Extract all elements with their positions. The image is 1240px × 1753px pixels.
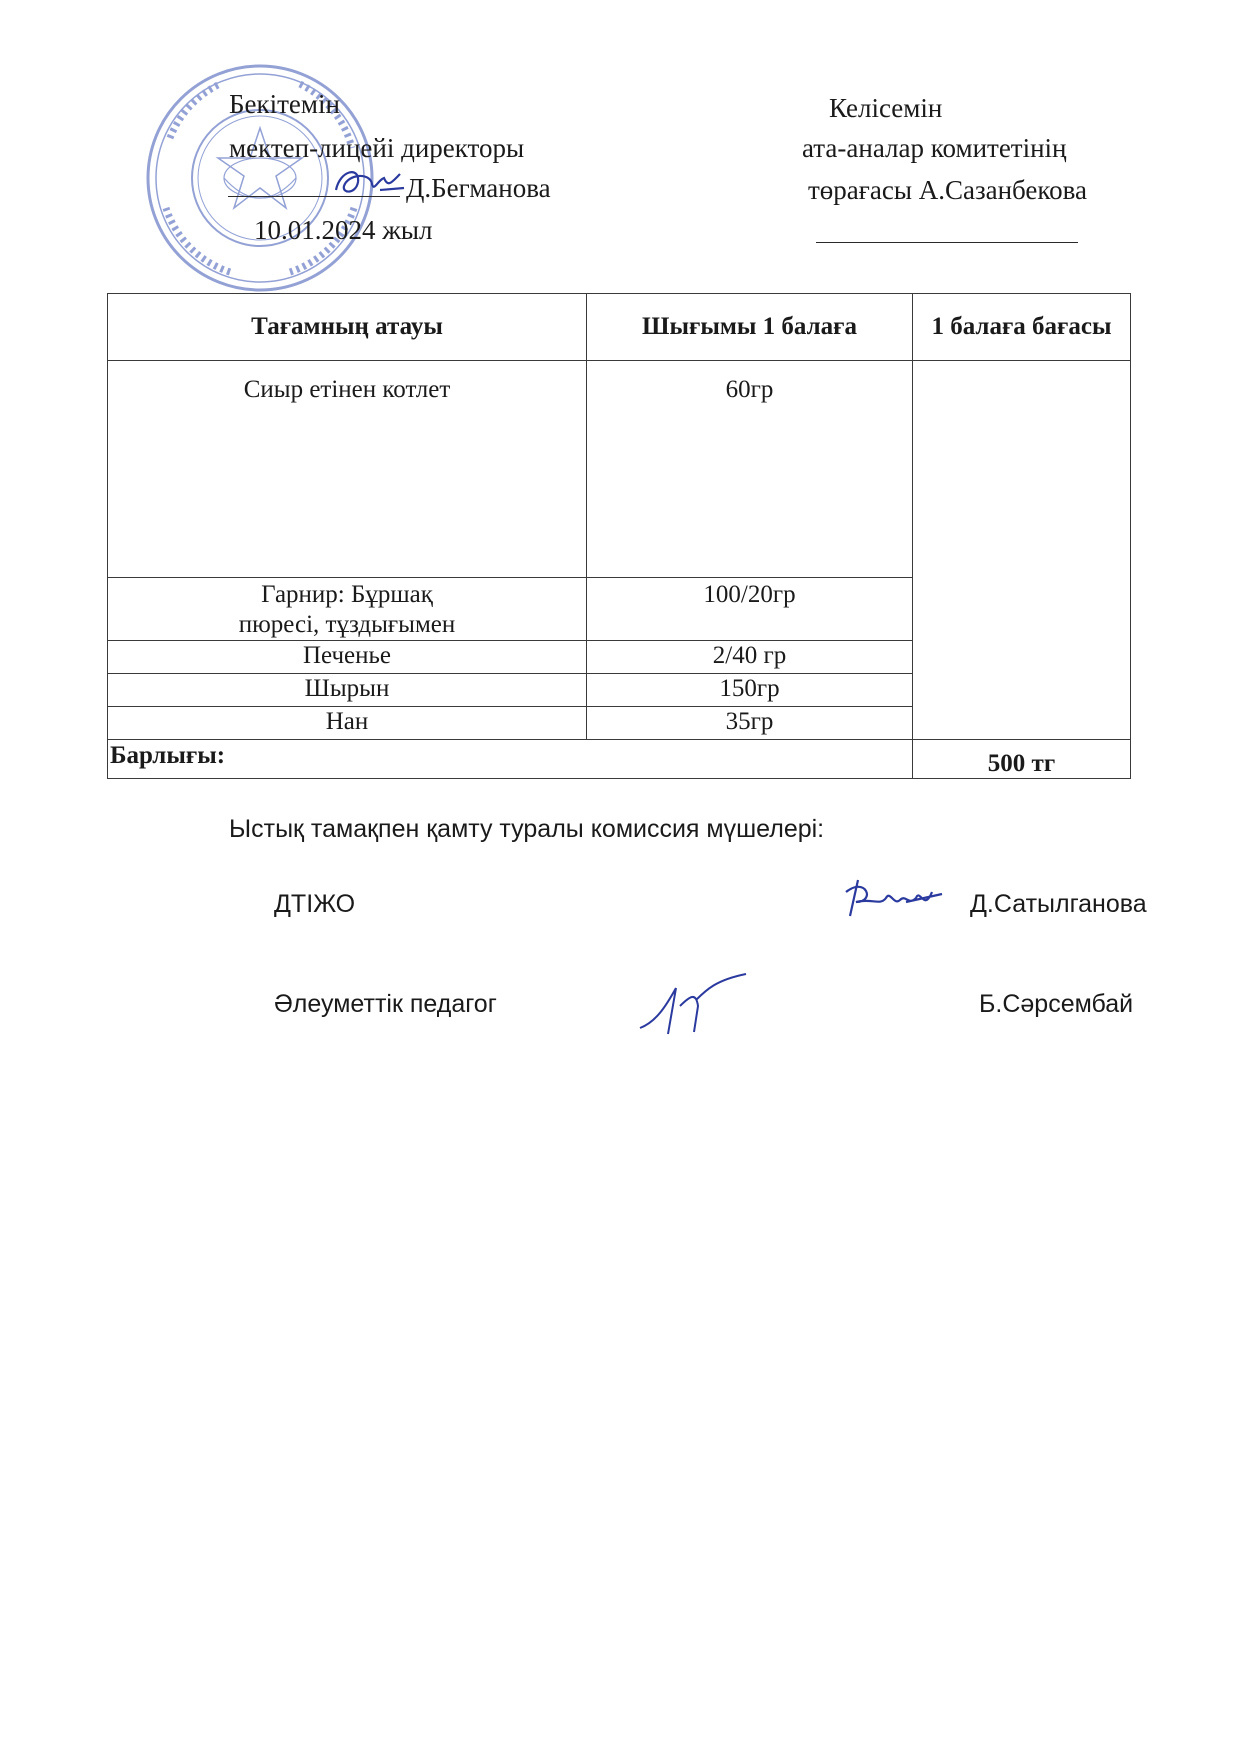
approve-position: мектеп-лицейі директоры: [229, 133, 525, 163]
member-signature-icon: [636, 966, 756, 1044]
table-total-row: [108, 740, 1131, 779]
approve-date: 10.01.2024 жыл: [254, 215, 433, 245]
dish-qty-cell: 60гр: [587, 361, 913, 578]
agree-name: төрағасы А.Сазанбекова: [808, 175, 1088, 205]
commission-title: Ыстық тамақпен қамту туралы комиссия мүшелері:: [229, 815, 825, 843]
table-row: [108, 361, 1131, 578]
dish-qty-cell: 100/20гр: [587, 578, 913, 641]
table-header-row: [108, 294, 1131, 361]
approve-name: Д.Бегманова: [406, 173, 551, 203]
agree-heading: Келісемін: [829, 93, 943, 123]
header-portion: Шығымы 1 балаға: [587, 294, 913, 361]
member-role: ДТІЖО: [274, 890, 356, 918]
member-name: Б.Сәрсембай: [979, 990, 1134, 1018]
price-cell-merged: [913, 361, 1131, 740]
dish-name-cell: Шырын: [108, 674, 587, 707]
approve-heading: Бекітемін: [229, 89, 340, 119]
dish-qty-cell: 150гр: [587, 674, 913, 707]
header-price: 1 балаға бағасы: [913, 294, 1131, 361]
member-signature-icon: [836, 872, 946, 928]
agree-signature-line: [816, 242, 1078, 243]
dish-qty-cell: 2/40 гр: [587, 641, 913, 674]
dish-name-cell: Нан: [108, 707, 587, 740]
agree-position: ата-аналар комитетінің: [802, 133, 1067, 163]
total-value: 500 тг: [913, 740, 1131, 779]
dish-name-cell: Гарнир: Бұршақ пюресі, тұздығымен: [108, 578, 587, 641]
member-name: Д.Сатылганова: [970, 890, 1147, 918]
header-dish-name: Тағамның атауы: [108, 294, 587, 361]
dish-qty-cell: 35гр: [587, 707, 913, 740]
menu-table: [107, 293, 1131, 779]
member-role: Әлеуметтік педагог: [274, 990, 497, 1018]
director-signature-icon: [330, 160, 410, 206]
total-label: Барлығы:: [108, 740, 913, 779]
dish-name-cell: Сиыр етінен котлет: [108, 361, 587, 578]
dish-name-cell: Печенье: [108, 641, 587, 674]
